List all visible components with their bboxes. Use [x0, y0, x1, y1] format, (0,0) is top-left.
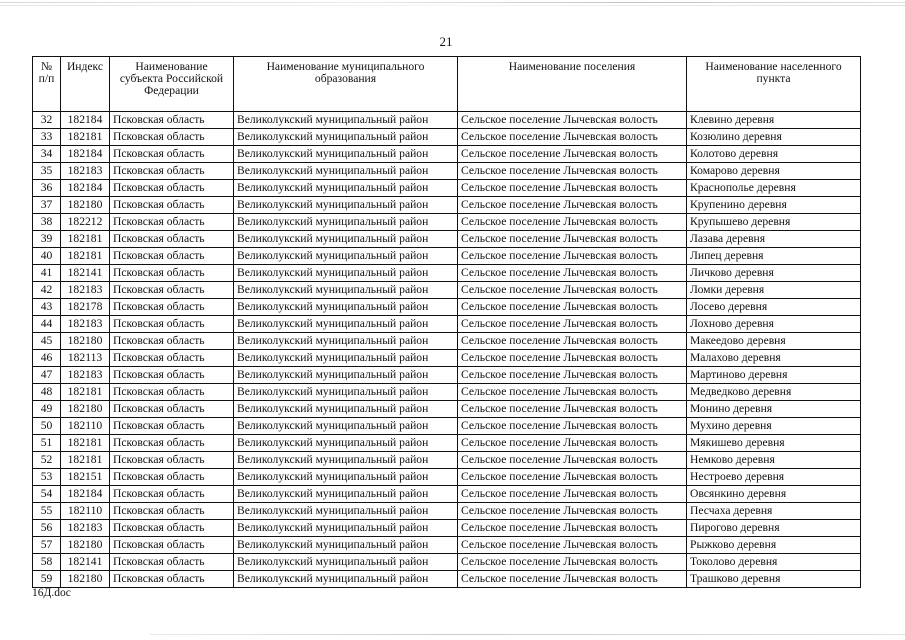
row-number: 37	[33, 197, 61, 214]
row-settlement: Сельское поселение Лычевская волость	[458, 350, 687, 367]
row-settlement: Сельское поселение Лычевская волость	[458, 452, 687, 469]
row-locality: Рыжково деревня	[687, 537, 861, 554]
table-row	[33, 316, 861, 333]
row-locality: Лазава деревня	[687, 231, 861, 248]
table-row	[33, 537, 861, 554]
row-municipality: Великолукский муниципальный район	[234, 435, 458, 452]
row-subject: Псковская область	[110, 367, 234, 384]
row-locality: Крупышево деревня	[687, 214, 861, 231]
row-municipality: Великолукский муниципальный район	[234, 316, 458, 333]
settlements-table	[32, 56, 861, 588]
row-locality: Клевино деревня	[687, 112, 861, 129]
row-locality: Личково деревня	[687, 265, 861, 282]
row-number: 43	[33, 299, 61, 316]
row-number: 55	[33, 503, 61, 520]
row-number: 50	[33, 418, 61, 435]
row-number: 40	[33, 248, 61, 265]
table-header	[33, 57, 861, 112]
row-municipality: Великолукский муниципальный район	[234, 520, 458, 537]
row-index: 182110	[61, 503, 110, 520]
scan-artifact-top	[0, 2, 905, 3]
row-locality: Липец деревня	[687, 248, 861, 265]
row-subject: Псковская область	[110, 554, 234, 571]
row-index: 182212	[61, 214, 110, 231]
row-number: 59	[33, 571, 61, 588]
row-index: 182180	[61, 537, 110, 554]
row-municipality: Великолукский муниципальный район	[234, 452, 458, 469]
row-index: 182181	[61, 452, 110, 469]
row-index: 182181	[61, 129, 110, 146]
row-subject: Псковская область	[110, 503, 234, 520]
table-row	[33, 299, 861, 316]
row-municipality: Великолукский муниципальный район	[234, 571, 458, 588]
row-locality: Токолово деревня	[687, 554, 861, 571]
row-index: 182181	[61, 435, 110, 452]
row-locality: Комарово деревня	[687, 163, 861, 180]
row-municipality: Великолукский муниципальный район	[234, 129, 458, 146]
row-subject: Псковская область	[110, 197, 234, 214]
row-municipality: Великолукский муниципальный район	[234, 231, 458, 248]
table-row	[33, 163, 861, 180]
row-subject: Псковская область	[110, 520, 234, 537]
row-subject: Псковская область	[110, 299, 234, 316]
table-row	[33, 503, 861, 520]
row-number: 32	[33, 112, 61, 129]
row-settlement: Сельское поселение Лычевская волость	[458, 333, 687, 350]
row-settlement: Сельское поселение Лычевская волость	[458, 197, 687, 214]
row-municipality: Великолукский муниципальный район	[234, 163, 458, 180]
row-municipality: Великолукский муниципальный район	[234, 282, 458, 299]
row-index: 182183	[61, 367, 110, 384]
header-number: № п/п	[33, 57, 61, 112]
row-subject: Псковская область	[110, 435, 234, 452]
row-index: 182183	[61, 282, 110, 299]
header-row	[33, 57, 861, 112]
row-number: 46	[33, 350, 61, 367]
row-settlement: Сельское поселение Лычевская волость	[458, 112, 687, 129]
row-settlement: Сельское поселение Лычевская волость	[458, 214, 687, 231]
row-settlement: Сельское поселение Лычевская волость	[458, 520, 687, 537]
scan-artifact-bottom	[150, 634, 905, 635]
row-settlement: Сельское поселение Лычевская волость	[458, 282, 687, 299]
row-subject: Псковская область	[110, 214, 234, 231]
row-locality: Немково деревня	[687, 452, 861, 469]
row-settlement: Сельское поселение Лычевская волость	[458, 486, 687, 503]
row-index: 182141	[61, 554, 110, 571]
row-subject: Псковская область	[110, 282, 234, 299]
row-settlement: Сельское поселение Лычевская волость	[458, 180, 687, 197]
row-index: 182180	[61, 401, 110, 418]
row-index: 182181	[61, 384, 110, 401]
table-row	[33, 469, 861, 486]
row-settlement: Сельское поселение Лычевская волость	[458, 469, 687, 486]
row-locality: Мякишево деревня	[687, 435, 861, 452]
row-index: 182180	[61, 197, 110, 214]
row-settlement: Сельское поселение Лычевская волость	[458, 367, 687, 384]
row-settlement: Сельское поселение Лычевская волость	[458, 384, 687, 401]
row-settlement: Сельское поселение Лычевская волость	[458, 571, 687, 588]
row-municipality: Великолукский муниципальный район	[234, 248, 458, 265]
row-subject: Псковская область	[110, 486, 234, 503]
row-locality: Медведково деревня	[687, 384, 861, 401]
row-settlement: Сельское поселение Лычевская волость	[458, 265, 687, 282]
row-municipality: Великолукский муниципальный район	[234, 554, 458, 571]
table-row	[33, 571, 861, 588]
row-municipality: Великолукский муниципальный район	[234, 384, 458, 401]
row-settlement: Сельское поселение Лычевская волость	[458, 248, 687, 265]
row-locality: Краснополье деревня	[687, 180, 861, 197]
row-number: 49	[33, 401, 61, 418]
row-locality: Пирогово деревня	[687, 520, 861, 537]
row-settlement: Сельское поселение Лычевская волость	[458, 146, 687, 163]
table-row	[33, 486, 861, 503]
row-index: 182178	[61, 299, 110, 316]
header-index: Индекс	[61, 57, 110, 112]
table-row	[33, 146, 861, 163]
row-municipality: Великолукский муниципальный район	[234, 146, 458, 163]
row-municipality: Великолукский муниципальный район	[234, 537, 458, 554]
row-index: 182181	[61, 248, 110, 265]
row-municipality: Великолукский муниципальный район	[234, 350, 458, 367]
row-settlement: Сельское поселение Лычевская волость	[458, 435, 687, 452]
row-number: 34	[33, 146, 61, 163]
row-number: 51	[33, 435, 61, 452]
row-index: 182113	[61, 350, 110, 367]
row-subject: Псковская область	[110, 537, 234, 554]
row-number: 39	[33, 231, 61, 248]
header-municipality: Наименование муниципального образования	[234, 57, 458, 112]
table-row	[33, 231, 861, 248]
row-subject: Псковская область	[110, 571, 234, 588]
header-subject: Наименование субъекта Российской Федерации	[110, 57, 234, 112]
row-settlement: Сельское поселение Лычевская волость	[458, 163, 687, 180]
row-index: 182181	[61, 231, 110, 248]
row-number: 52	[33, 452, 61, 469]
row-locality: Овсянкино деревня	[687, 486, 861, 503]
table-row	[33, 180, 861, 197]
row-index: 182180	[61, 333, 110, 350]
row-index: 182183	[61, 520, 110, 537]
row-locality: Мухино деревня	[687, 418, 861, 435]
row-subject: Псковская область	[110, 146, 234, 163]
row-index: 182180	[61, 571, 110, 588]
table-row	[33, 265, 861, 282]
table-row	[33, 401, 861, 418]
footer-filename: 16Д.doc	[32, 587, 71, 599]
row-municipality: Великолукский муниципальный район	[234, 503, 458, 520]
row-index: 182151	[61, 469, 110, 486]
row-municipality: Великолукский муниципальный район	[234, 401, 458, 418]
row-number: 35	[33, 163, 61, 180]
table-row	[33, 333, 861, 350]
table-row	[33, 520, 861, 537]
table-body	[33, 112, 861, 588]
row-locality: Монино деревня	[687, 401, 861, 418]
row-number: 57	[33, 537, 61, 554]
header-locality: Наименование населенного пункта	[687, 57, 861, 112]
row-index: 182183	[61, 316, 110, 333]
row-subject: Псковская область	[110, 316, 234, 333]
row-municipality: Великолукский муниципальный район	[234, 469, 458, 486]
row-index: 182184	[61, 112, 110, 129]
row-municipality: Великолукский муниципальный район	[234, 299, 458, 316]
row-settlement: Сельское поселение Лычевская волость	[458, 299, 687, 316]
row-municipality: Великолукский муниципальный район	[234, 112, 458, 129]
row-subject: Псковская область	[110, 265, 234, 282]
row-settlement: Сельское поселение Лычевская волость	[458, 231, 687, 248]
row-settlement: Сельское поселение Лычевская волость	[458, 129, 687, 146]
row-municipality: Великолукский муниципальный район	[234, 418, 458, 435]
row-index: 182110	[61, 418, 110, 435]
row-locality: Песчаха деревня	[687, 503, 861, 520]
row-municipality: Великолукский муниципальный район	[234, 265, 458, 282]
row-number: 41	[33, 265, 61, 282]
row-locality: Нестроево деревня	[687, 469, 861, 486]
row-settlement: Сельское поселение Лычевская волость	[458, 316, 687, 333]
row-settlement: Сельское поселение Лычевская волость	[458, 401, 687, 418]
row-locality: Мартиново деревня	[687, 367, 861, 384]
row-subject: Псковская область	[110, 180, 234, 197]
row-settlement: Сельское поселение Лычевская волость	[458, 503, 687, 520]
row-number: 53	[33, 469, 61, 486]
row-number: 44	[33, 316, 61, 333]
row-subject: Псковская область	[110, 452, 234, 469]
row-locality: Крупенино деревня	[687, 197, 861, 214]
table-row	[33, 384, 861, 401]
row-number: 33	[33, 129, 61, 146]
scan-artifact-top-2	[0, 5, 905, 6]
table-row	[33, 248, 861, 265]
row-subject: Псковская область	[110, 333, 234, 350]
row-locality: Трашково деревня	[687, 571, 861, 588]
row-locality: Колотово деревня	[687, 146, 861, 163]
row-settlement: Сельское поселение Лычевская волость	[458, 418, 687, 435]
row-subject: Псковская область	[110, 129, 234, 146]
row-locality: Лосево деревня	[687, 299, 861, 316]
row-municipality: Великолукский муниципальный район	[234, 367, 458, 384]
table-row	[33, 418, 861, 435]
row-number: 38	[33, 214, 61, 231]
row-number: 56	[33, 520, 61, 537]
row-municipality: Великолукский муниципальный район	[234, 197, 458, 214]
row-municipality: Великолукский муниципальный район	[234, 486, 458, 503]
table-row	[33, 435, 861, 452]
row-number: 47	[33, 367, 61, 384]
table-row	[33, 367, 861, 384]
row-number: 42	[33, 282, 61, 299]
row-subject: Псковская область	[110, 469, 234, 486]
row-settlement: Сельское поселение Лычевская волость	[458, 537, 687, 554]
row-subject: Псковская область	[110, 384, 234, 401]
table-row	[33, 129, 861, 146]
table-row	[33, 350, 861, 367]
row-subject: Псковская область	[110, 401, 234, 418]
row-number: 54	[33, 486, 61, 503]
row-subject: Псковская область	[110, 112, 234, 129]
row-locality: Ломки деревня	[687, 282, 861, 299]
row-locality: Макеедово деревня	[687, 333, 861, 350]
row-number: 48	[33, 384, 61, 401]
row-municipality: Великолукский муниципальный район	[234, 214, 458, 231]
table-row	[33, 554, 861, 571]
row-index: 182184	[61, 180, 110, 197]
table-row	[33, 197, 861, 214]
row-index: 182141	[61, 265, 110, 282]
row-index: 182183	[61, 163, 110, 180]
row-number: 45	[33, 333, 61, 350]
row-subject: Псковская область	[110, 163, 234, 180]
row-number: 58	[33, 554, 61, 571]
table-row	[33, 112, 861, 129]
header-settlement: Наименование поселения	[458, 57, 687, 112]
row-number: 36	[33, 180, 61, 197]
row-subject: Псковская область	[110, 418, 234, 435]
page-number: 21	[439, 34, 453, 49]
row-index: 182184	[61, 146, 110, 163]
table-row	[33, 214, 861, 231]
row-subject: Псковская область	[110, 231, 234, 248]
table-row	[33, 282, 861, 299]
row-municipality: Великолукский муниципальный район	[234, 333, 458, 350]
row-subject: Псковская область	[110, 350, 234, 367]
table-row	[33, 452, 861, 469]
row-locality: Козюлино деревня	[687, 129, 861, 146]
row-subject: Псковская область	[110, 248, 234, 265]
row-index: 182184	[61, 486, 110, 503]
row-settlement: Сельское поселение Лычевская волость	[458, 554, 687, 571]
row-locality: Малахово деревня	[687, 350, 861, 367]
row-municipality: Великолукский муниципальный район	[234, 180, 458, 197]
row-locality: Лохново деревня	[687, 316, 861, 333]
